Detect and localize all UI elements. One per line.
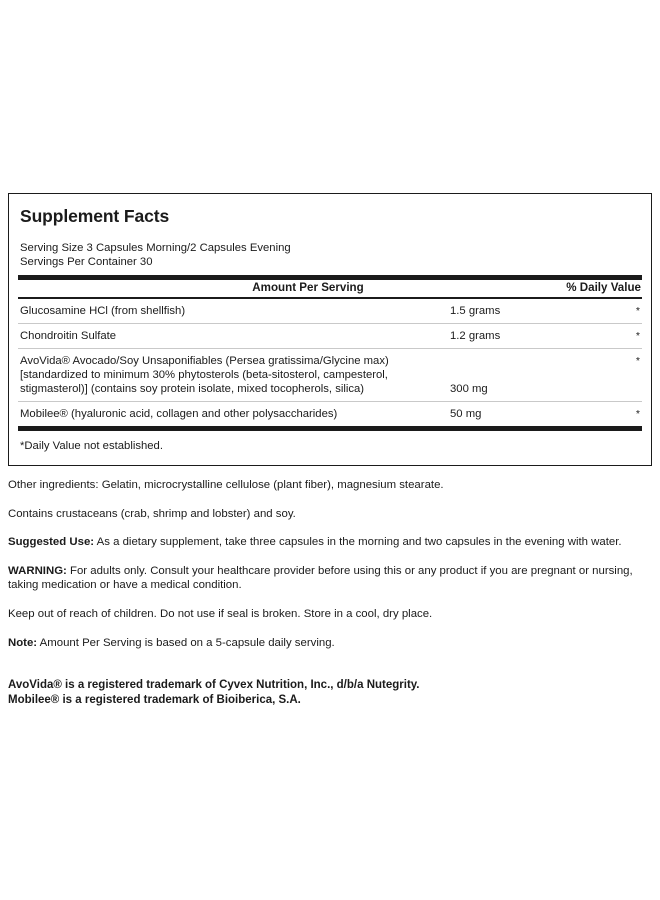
nutrient-name: Chondroitin Sulfate [20,330,117,343]
table-row [18,349,642,401]
nutrient-amount: 1.2 grams [450,330,501,343]
storage-paragraph: Keep out of reach of children. Do not use if seal is broken. Store in a cool, dry place. [8,607,433,620]
daily-value-footnote: *Daily Value not established. [20,440,163,453]
rule-thick-bottom [18,426,642,431]
trademark-notices [8,678,642,707]
nutrient-amount: 1.5 grams [450,305,501,318]
warning-paragraph [8,564,642,593]
table-row [18,299,642,323]
table-column-headers [18,280,642,297]
supplement-facts-panel [8,193,652,466]
note-paragraph [8,636,642,651]
nutrient-daily-value: * [635,305,640,318]
serving-size-line: Serving Size 3 Capsules Morning/2 Capsules Evening [20,242,291,255]
nutrient-name: Mobilee® (hyaluronic acid, collagen and other polysaccharides) [20,408,338,421]
daily-value-header: % Daily Value [566,281,641,295]
note-label: Note: [8,636,38,649]
nutrient-amount: 50 mg [450,408,482,421]
nutrient-amount: 300 mg [450,383,488,396]
table-row [18,402,642,426]
label-body-copy [8,478,642,664]
warning-label: WARNING: [8,564,67,577]
nutrient-daily-value: * [635,330,640,343]
allergen-statement-paragraph: Contains crustaceans (crab, shrimp and lobster) and soy. [8,507,296,520]
warning-text: For adults only. Consult your healthcare provider before using this or any product if you are pregnant or nursing, taking medication or have a medical condition. [8,564,633,592]
servings-per-container-line: Servings Per Container 30 [20,255,153,268]
note-text: Amount Per Serving is based on a 5-capsule daily serving. [37,636,335,649]
trademark-line-avovida: AvoVida® is a registered trademark of Cyvex Nutrition, Inc., d/b/a Nutegrity. [8,679,420,691]
suggested-use-label: Suggested Use: [8,536,95,549]
suggested-use-paragraph [8,535,642,550]
nutrient-name: Glucosamine HCl (from shellfish) [20,305,186,318]
other-ingredients-paragraph: Other ingredients: Gelatin, microcrystalline cellulose (plant fiber), magnesium stearate. [8,479,444,491]
nutrient-name: AvoVida® Avocado/Soy Unsaponifiables (Persea gratissima/Glycine max) [standardized to minimum 30% phytosterols (beta-sitosterol, campesterol, stigmasterol)] (contains soy protein isolate, mixed tocopherols, silica) [20,355,389,396]
supplement-facts-inner [9,194,651,465]
amount-per-serving-header: Amount Per Serving [252,281,364,295]
nutrient-daily-value: * [635,408,640,421]
table-row [18,324,642,348]
trademark-line-mobilee: Mobilee® is a registered trademark of Bioiberica, S.A. [8,693,301,706]
suggested-use-text: As a dietary supplement, take three capsules in the morning and two capsules in the evening with water. [94,536,622,549]
nutrient-daily-value: * [635,355,640,368]
serving-information [20,242,642,269]
supplement-facts-title: Supplement Facts [20,206,170,226]
